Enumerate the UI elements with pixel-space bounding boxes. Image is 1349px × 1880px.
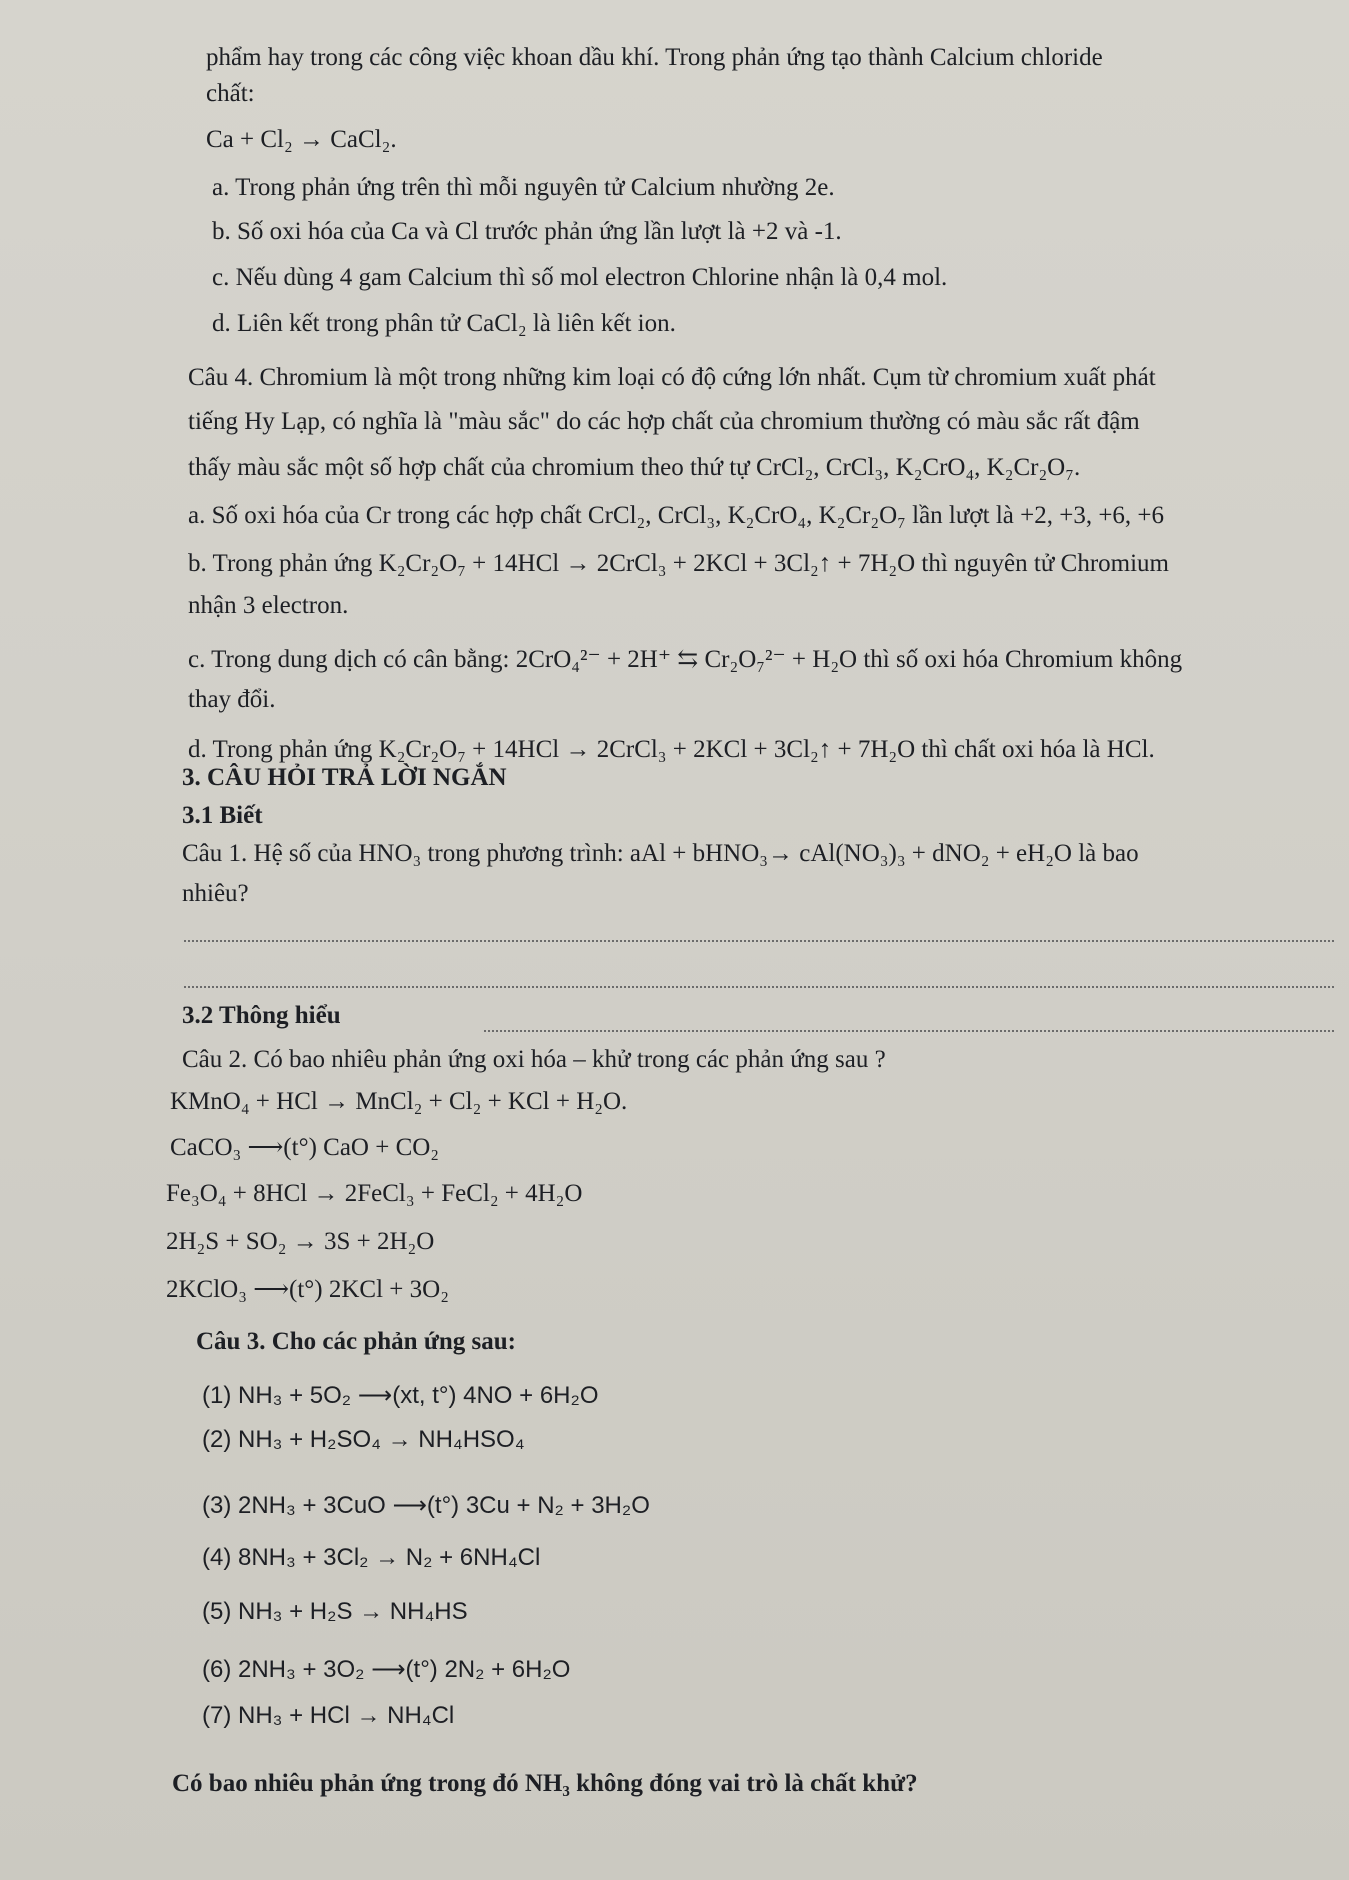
equation: (6) 2NH₃ + 3O₂ ⟶(t°) 2N₂ + 6H₂O: [202, 1656, 571, 1683]
question-4: Câu 4. Chromium là một trong những kim loại có độ cứng lớn nhất. Cụm từ chromium xuất phát: [188, 364, 1156, 391]
option-b: b. Trong phản ứng K₂Cr₂O₇ + 14HCl → 2CrCl₃ + 2KCl + 3Cl₂↑ + 7H₂O thì nguyên tử Chromium: [188, 550, 1169, 577]
option-a: a. Số oxi hóa của Cr trong các hợp chất CrCl₂, CrCl₃, K₂CrO₄, K₂Cr₂O₇ lần lượt là +2, +3, +6, +6: [188, 502, 1165, 529]
text-line: thấy màu sắc một số hợp chất của chromium theo thứ tự CrCl₂, CrCl₃, K₂CrO₄, K₂Cr₂O₇.: [188, 454, 1081, 481]
text-line: nhiêu?: [182, 880, 249, 907]
final-question: Có bao nhiêu phản ứng trong đó NH₃ không đóng vai trò là chất khử?: [172, 1770, 918, 1797]
answer-line: [184, 940, 1334, 942]
answer-line: [484, 1030, 1334, 1032]
option-c: c. Nếu dùng 4 gam Calcium thì số mol electron Chlorine nhận là 0,4 mol.: [212, 264, 948, 291]
subsection-heading: 3.2 Thông hiểu: [182, 1002, 341, 1029]
equation: (5) NH₃ + H₂S → NH₄HS: [202, 1598, 468, 1625]
question-2: Câu 2. Có bao nhiêu phản ứng oxi hóa – khử trong các phản ứng sau ?: [182, 1046, 886, 1073]
equation: 2KClO₃ ⟶(t°) 2KCl + 3O₂: [166, 1276, 449, 1303]
equation: 2H₂S + SO₂ → 3S + 2H₂O: [166, 1228, 435, 1255]
text-line: tiếng Hy Lạp, có nghĩa là "màu sắc" do các hợp chất của chromium thường có màu sắc rất đậm: [188, 408, 1140, 435]
option-d: d. Trong phản ứng K₂Cr₂O₇ + 14HCl → 2CrCl₃ + 2KCl + 3Cl₂↑ + 7H₂O thì chất oxi hóa là HCl.: [188, 736, 1155, 763]
equation: Fe₃O₄ + 8HCl → 2FeCl₃ + FeCl₂ + 4H₂O: [166, 1180, 583, 1207]
equation: (1) NH₃ + 5O₂ ⟶(xt, t°) 4NO + 6H₂O: [202, 1382, 599, 1409]
text-line: thay đổi.: [188, 686, 276, 713]
answer-line: [184, 986, 1334, 988]
equation: (2) NH₃ + H₂SO₄ → NH₄HSO₄: [202, 1426, 525, 1453]
option-b: b. Số oxi hóa của Ca và Cl trước phản ứng lần lượt là +2 và -1.: [212, 218, 842, 245]
question-1: Câu 1. Hệ số của HNO₃ trong phương trình: aAl + bHNO₃→ cAl(NO₃)₃ + dNO₂ + eH₂O là bao: [182, 840, 1139, 867]
equation: (7) NH₃ + HCl → NH₄Cl: [202, 1702, 455, 1729]
option-c: c. Trong dung dịch có cân bằng: 2CrO₄²⁻ + 2H⁺ ⇆ Cr₂O₇²⁻ + H₂O thì số oxi hóa Chromium không: [188, 646, 1183, 673]
question-3: Câu 3. Cho các phản ứng sau:: [196, 1328, 516, 1355]
equation: Ca + Cl₂ → CaCl₂.: [206, 126, 397, 153]
equation: KMnO₄ + HCl → MnCl₂ + Cl₂ + KCl + H₂O.: [170, 1088, 628, 1115]
text-line: nhận 3 electron.: [188, 592, 349, 619]
text-line: chất:: [206, 80, 255, 107]
equation: (3) 2NH₃ + 3CuO ⟶(t°) 3Cu + N₂ + 3H₂O: [202, 1492, 650, 1519]
section-heading: 3. CÂU HỎI TRẢ LỜI NGẮN: [182, 764, 507, 791]
option-d: d. Liên kết trong phân tử CaCl₂ là liên kết ion.: [212, 310, 676, 337]
equation: CaCO₃ ⟶(t°) CaO + CO₂: [170, 1134, 440, 1161]
text-line: phẩm hay trong các công việc khoan dầu khí. Trong phản ứng tạo thành Calcium chloride: [206, 44, 1103, 71]
equation: (4) 8NH₃ + 3Cl₂ → N₂ + 6NH₄Cl: [202, 1544, 541, 1571]
option-a: a. Trong phản ứng trên thì mỗi nguyên tử Calcium nhường 2e.: [212, 174, 835, 201]
subsection-heading: 3.1 Biết: [182, 802, 263, 829]
